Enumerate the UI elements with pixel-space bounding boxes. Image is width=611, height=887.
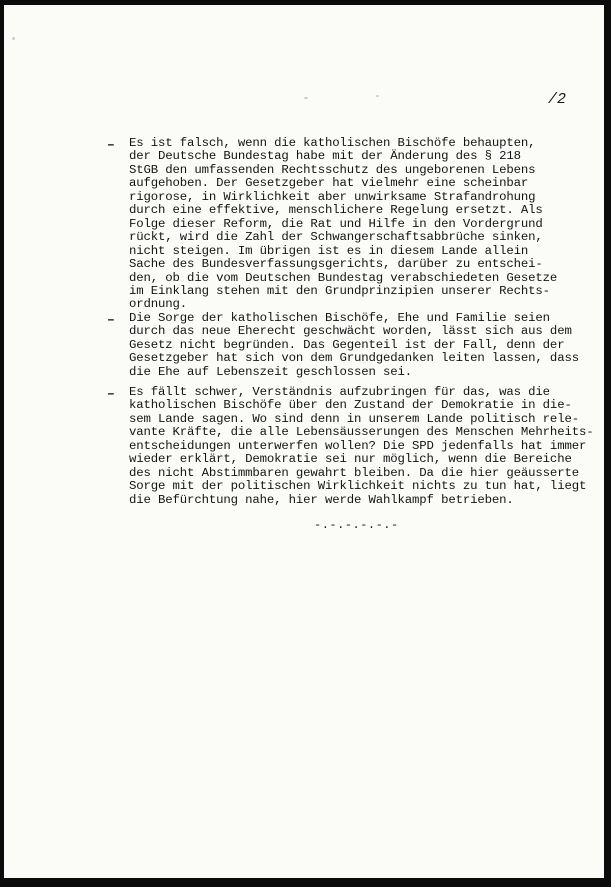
paragraph-2: Die Sorge der katholischen Bischöfe, Ehe und Familie seien durch das neue Eherecht geschwächt worden, lässt sich aus dem Gesetz nicht begründen. Das Gegenteil ist der Fall, denn der Gesetzgeber hat sich von dem Grundgedanken leiten lassen, dass die Ehe auf Lebenszeit geschlossen sei. — [129, 311, 579, 379]
paragraph-1: Es ist falsch, wenn die katholischen Bischöfe behaupten, der Deutsche Bundestag habe mit der Änderung des § 218 StGB den umfassenden Rechtsschutz des ungeborenen Lebens aufgehoben. Der Gesetzgeber hat vielmehr eine scheinbar rigorose, in Wirklichkeit aber unwirksame Strafandrohung durch eine effektive, menschlichere Regelung ersetzt. Als Folge dieser Reform, die Rat und Hilfe in den Vordergrund rückt, wird die Zahl der Schwangerschaftsabbrüche sinken, nicht steigen. Im übrigen ist es in diesem Lande allein Sache des Bundesverfassungsgerichts, darüber zu entschei- den, ob die vom Deutschen Bundestag verabschiedeten Gesetze im Einklang stehen mit den Grundprinzipien unserer Rechts- ordnung. — [129, 136, 558, 312]
document-page — [4, 5, 604, 878]
paragraph-marker: – — [107, 312, 115, 327]
scan-speck — [376, 95, 379, 97]
scan-speck — [304, 97, 308, 99]
scan-speck — [12, 37, 15, 40]
paragraph-3: Es fällt schwer, Verständnis aufzubringen für das, was die katholischen Bischöfe über den Zustand der Demokratie in die- sem Lande sagen. Wo sind denn in unserem Lande politisch rele- vante Kräfte, die alle Lebensäusserungen des Menschen Mehrheits- entscheidungen unterwerfen wollen? Die SPD jedenfalls hat immer wieder erklärt, Demokratie sei nur möglich, wenn die Bereiche des nicht Abstimmbaren gewahrt bleiben. Da die hier geäusserte Sorge mit der politischen Wirklichkeit nichts zu tun hat, liegt die Befürchtung nahe, hier werde Wahlkampf betrieben. — [129, 385, 594, 507]
end-marker: -.-.-.-.-.- — [314, 518, 399, 532]
paragraph-marker: – — [107, 386, 115, 401]
paragraph-marker: – — [107, 137, 115, 152]
page-number: /2 — [548, 91, 567, 108]
